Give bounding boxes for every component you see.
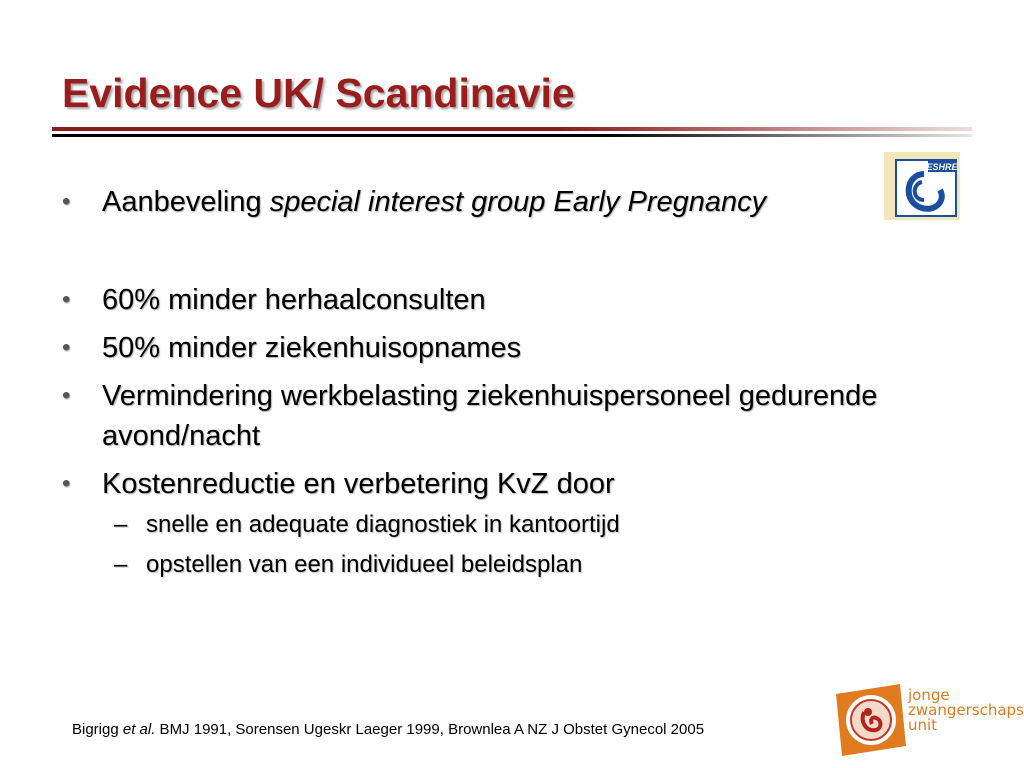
slide-title: Evidence UK/ Scandinavie (62, 70, 575, 116)
jzu-logo-text (908, 688, 1024, 733)
footer-post: BMJ 1991, Sorensen Ugeskr Laeger 1999, Brownlea A NZ J Obstet Gynecol 2005 (155, 721, 705, 738)
bullet-recommendation-italic: special interest group Early Pregnancy (269, 186, 767, 218)
footer-italic: et al. (122, 721, 156, 738)
bullet-list (60, 280, 900, 584)
jzu-line2: zwangerschaps (908, 701, 1024, 719)
sub-bullet-item: – snelle en adequate diagnostiek in kantoortijd (60, 506, 900, 544)
title-underline-red (52, 127, 972, 131)
bullet-item: • Vermindering werkbelasting ziekenhuispersoneel gedurende avond/nacht (60, 376, 882, 456)
bullet-recommendation-plain: Aanbeveling (102, 186, 270, 218)
sub-bullet-item: – opstellen van een individueel beleidsplan (60, 546, 900, 584)
jzu-line3: unit (908, 716, 938, 734)
footer-reference (72, 721, 704, 738)
bullet-item: • 60% minder herhaalconsulten (60, 280, 900, 320)
bullet-item: • Kostenreductie en verbetering KvZ door (60, 464, 900, 504)
eshre-logo-text: ESHRE (926, 162, 958, 172)
jzu-line1: jonge (908, 686, 950, 704)
bullet-item: • 50% minder ziekenhuisopnames (60, 328, 900, 368)
footer-pre: Bigrigg (72, 721, 123, 738)
title-underline-black (52, 134, 972, 137)
bullet-recommendation (60, 182, 942, 222)
